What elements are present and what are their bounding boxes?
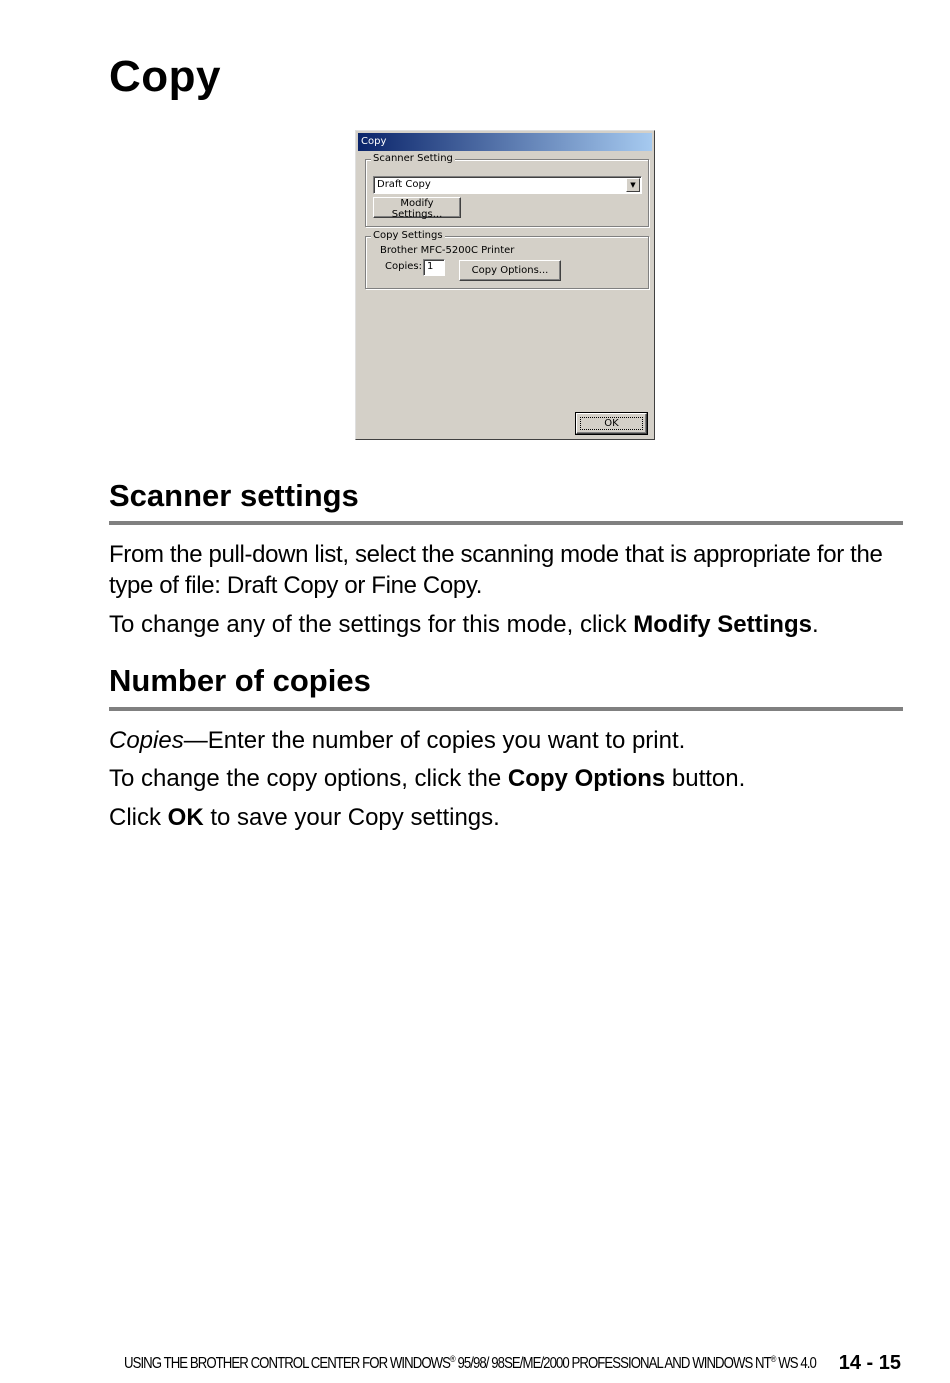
dialog-title: Copy: [361, 136, 387, 147]
ok-button-label: OK: [604, 418, 619, 429]
scan-mode-value: Draft Copy: [377, 179, 431, 190]
section-divider: [109, 707, 903, 711]
copies-line1: [109, 725, 909, 756]
registered-mark: ®: [450, 1354, 455, 1364]
page-number: 14 - 15: [838, 1352, 901, 1374]
copies-line3: [109, 802, 909, 833]
page-footer: [124, 1354, 816, 1373]
copies-value: 1: [427, 261, 434, 272]
ok-button[interactable]: [576, 413, 647, 434]
copies-label: Copies:: [385, 261, 422, 272]
page-title: Copy: [109, 52, 221, 101]
scanner-settings-para2: [109, 609, 909, 640]
para2-end: .: [811, 611, 819, 638]
copy-options-ref: Copy Options: [507, 765, 666, 792]
copies-line2: [109, 763, 909, 794]
footer-text-2: 95/98/ 98SE/ME/2000 PROFESSIONAL AND WINDOWS NT: [454, 1355, 771, 1373]
scan-mode-select[interactable]: [373, 176, 642, 194]
dialog-titlebar: [358, 133, 652, 151]
copy-settings-legend: Copy Settings: [373, 230, 443, 241]
scanner-setting-group: [365, 153, 649, 227]
line2-end: button.: [665, 765, 746, 792]
copies-input[interactable]: [423, 259, 445, 276]
copy-options-button[interactable]: Copy Options...: [459, 260, 561, 281]
line3-end: to save your Copy settings.: [203, 804, 500, 831]
footer-text-3: WS 4.0: [775, 1355, 816, 1373]
number-of-copies-heading: Number of copies: [109, 663, 371, 698]
modify-settings-ref: Modify Settings: [633, 611, 812, 638]
ok-ref: OK: [167, 804, 204, 831]
printer-name: Brother MFC-5200C Printer: [380, 245, 515, 256]
footer-text-1: USING THE BROTHER CONTROL CENTER FOR WINDOWS: [124, 1355, 451, 1373]
modify-settings-button[interactable]: Modify Settings...: [373, 197, 461, 218]
scanner-settings-heading: Scanner settings: [109, 478, 359, 513]
copies-term: Copies: [109, 727, 184, 754]
line2-text: To change the copy options, click the: [109, 765, 508, 792]
chevron-down-icon[interactable]: ▼: [626, 178, 640, 192]
scanner-settings-para1: From the pull-down list, select the scanning mode that is appropriate for the type of file: Draft Copy or Fine Copy.: [109, 541, 883, 599]
copies-desc: —Enter the number of copies you want to print.: [183, 727, 686, 754]
line3-text: Click: [109, 804, 168, 831]
para2-text: To change any of the settings for this mode, click: [109, 611, 634, 638]
scanner-setting-legend: Scanner Setting: [373, 153, 453, 164]
copy-settings-group: [365, 230, 649, 289]
focus-rect: [580, 417, 643, 430]
registered-mark: ®: [770, 1354, 776, 1364]
copy-dialog: [355, 130, 655, 440]
section-divider: [109, 521, 903, 525]
